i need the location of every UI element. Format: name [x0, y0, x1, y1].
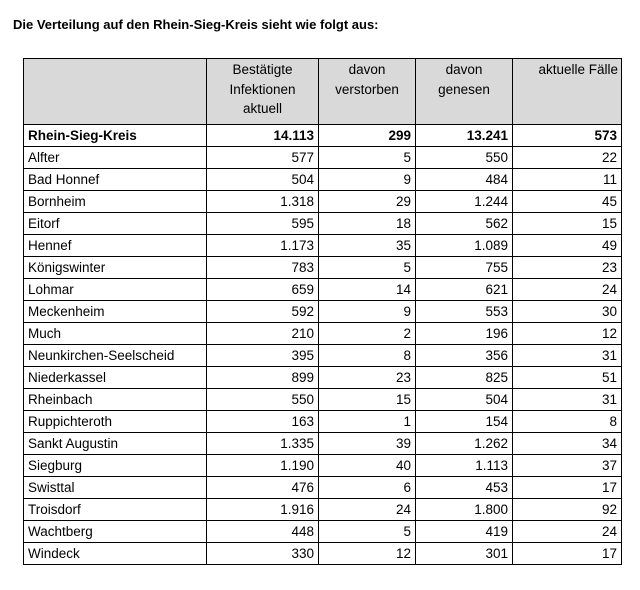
cell-confirmed: 1.173	[207, 235, 319, 257]
cell-district: Niederkassel	[24, 367, 207, 389]
cell-confirmed: 330	[207, 543, 319, 565]
cell-district: Windeck	[24, 543, 207, 565]
cell-district: Swisttal	[24, 477, 207, 499]
cell-deceased: 15	[319, 389, 416, 411]
cell-district: Rhein-Sieg-Kreis	[24, 125, 207, 147]
cell-deceased: 8	[319, 345, 416, 367]
cell-recovered: 484	[416, 169, 513, 191]
table-row	[24, 191, 622, 213]
cell-deceased: 5	[319, 147, 416, 169]
district-table	[23, 58, 622, 565]
cell-active: 31	[513, 345, 622, 367]
table-row	[24, 367, 622, 389]
cell-active: 23	[513, 257, 622, 279]
cell-active: 92	[513, 499, 622, 521]
cell-district: Troisdorf	[24, 499, 207, 521]
cell-active: 45	[513, 191, 622, 213]
cell-district: Wachtberg	[24, 521, 207, 543]
cell-deceased: 29	[319, 191, 416, 213]
cell-confirmed: 448	[207, 521, 319, 543]
cell-recovered: 1.089	[416, 235, 513, 257]
table-row	[24, 235, 622, 257]
cell-confirmed: 592	[207, 301, 319, 323]
cell-active: 22	[513, 147, 622, 169]
cell-recovered: 356	[416, 345, 513, 367]
cell-recovered: 419	[416, 521, 513, 543]
cell-confirmed: 577	[207, 147, 319, 169]
cell-recovered: 301	[416, 543, 513, 565]
cell-active: 24	[513, 279, 622, 301]
cell-confirmed: 783	[207, 257, 319, 279]
cell-recovered: 154	[416, 411, 513, 433]
cell-deceased: 1	[319, 411, 416, 433]
table-row	[24, 543, 622, 565]
cell-confirmed: 504	[207, 169, 319, 191]
cell-confirmed: 1.916	[207, 499, 319, 521]
cell-recovered: 1.244	[416, 191, 513, 213]
table-row	[24, 521, 622, 543]
cell-active: 12	[513, 323, 622, 345]
cell-deceased: 299	[319, 125, 416, 147]
column-header-deceased: davon verstorben	[319, 59, 416, 125]
cell-deceased: 5	[319, 257, 416, 279]
cell-recovered: 621	[416, 279, 513, 301]
cell-confirmed: 899	[207, 367, 319, 389]
page-heading: Die Verteilung auf den Rhein-Sieg-Kreis sieht wie folgt aus:	[13, 17, 379, 32]
table-header	[24, 59, 622, 125]
cell-recovered: 1.800	[416, 499, 513, 521]
column-header-confirmed: Bestätigte Infektionen aktuell	[207, 59, 319, 125]
table-row	[24, 433, 622, 455]
table-row	[24, 389, 622, 411]
cell-confirmed: 550	[207, 389, 319, 411]
cell-deceased: 14	[319, 279, 416, 301]
cell-deceased: 18	[319, 213, 416, 235]
cell-deceased: 35	[319, 235, 416, 257]
total-row	[24, 125, 622, 147]
table-row	[24, 477, 622, 499]
cell-recovered: 562	[416, 213, 513, 235]
cell-confirmed: 659	[207, 279, 319, 301]
cell-recovered: 1.113	[416, 455, 513, 477]
table-row	[24, 213, 622, 235]
cell-district: Königswinter	[24, 257, 207, 279]
cell-deceased: 9	[319, 301, 416, 323]
cell-deceased: 39	[319, 433, 416, 455]
cell-recovered: 553	[416, 301, 513, 323]
cell-district: Meckenheim	[24, 301, 207, 323]
cell-recovered: 1.262	[416, 433, 513, 455]
cell-district: Bad Honnef	[24, 169, 207, 191]
column-header-recovered: davon genesen	[416, 59, 513, 125]
cell-active: 17	[513, 477, 622, 499]
cell-active: 17	[513, 543, 622, 565]
cell-confirmed: 395	[207, 345, 319, 367]
cell-recovered: 196	[416, 323, 513, 345]
cell-deceased: 40	[319, 455, 416, 477]
column-header-district	[24, 59, 207, 125]
cell-confirmed: 1.335	[207, 433, 319, 455]
table-row	[24, 499, 622, 521]
cell-recovered: 755	[416, 257, 513, 279]
cell-district: Siegburg	[24, 455, 207, 477]
cell-active: 31	[513, 389, 622, 411]
cell-district: Rheinbach	[24, 389, 207, 411]
table-row	[24, 411, 622, 433]
cell-deceased: 6	[319, 477, 416, 499]
cell-active: 24	[513, 521, 622, 543]
cell-confirmed: 1.318	[207, 191, 319, 213]
table-row	[24, 455, 622, 477]
cell-active: 8	[513, 411, 622, 433]
cell-district: Eitorf	[24, 213, 207, 235]
cell-recovered: 550	[416, 147, 513, 169]
cell-recovered: 825	[416, 367, 513, 389]
cell-recovered: 13.241	[416, 125, 513, 147]
cell-confirmed: 595	[207, 213, 319, 235]
cell-district: Bornheim	[24, 191, 207, 213]
cell-active: 573	[513, 125, 622, 147]
cell-confirmed: 163	[207, 411, 319, 433]
cell-recovered: 453	[416, 477, 513, 499]
table-body	[24, 125, 622, 565]
table-row	[24, 301, 622, 323]
header-row	[24, 59, 622, 125]
cell-active: 34	[513, 433, 622, 455]
cell-confirmed: 210	[207, 323, 319, 345]
cell-district: Lohmar	[24, 279, 207, 301]
cell-district: Neunkirchen-Seelscheid	[24, 345, 207, 367]
cell-deceased: 24	[319, 499, 416, 521]
cell-district: Hennef	[24, 235, 207, 257]
cell-district: Ruppichteroth	[24, 411, 207, 433]
table-row	[24, 323, 622, 345]
cell-active: 30	[513, 301, 622, 323]
cell-deceased: 9	[319, 169, 416, 191]
cell-district: Much	[24, 323, 207, 345]
column-header-active: aktuelle Fälle	[513, 59, 622, 125]
cell-confirmed: 1.190	[207, 455, 319, 477]
cell-district: Sankt Augustin	[24, 433, 207, 455]
table-row	[24, 279, 622, 301]
cell-confirmed: 14.113	[207, 125, 319, 147]
cell-active: 51	[513, 367, 622, 389]
cell-recovered: 504	[416, 389, 513, 411]
cell-deceased: 5	[319, 521, 416, 543]
cell-confirmed: 476	[207, 477, 319, 499]
table-row	[24, 147, 622, 169]
cell-deceased: 2	[319, 323, 416, 345]
cell-deceased: 12	[319, 543, 416, 565]
table-row	[24, 169, 622, 191]
cell-active: 37	[513, 455, 622, 477]
cell-district: Alfter	[24, 147, 207, 169]
cell-active: 49	[513, 235, 622, 257]
table-row	[24, 345, 622, 367]
cell-active: 15	[513, 213, 622, 235]
table-row	[24, 257, 622, 279]
cell-active: 11	[513, 169, 622, 191]
cell-deceased: 23	[319, 367, 416, 389]
